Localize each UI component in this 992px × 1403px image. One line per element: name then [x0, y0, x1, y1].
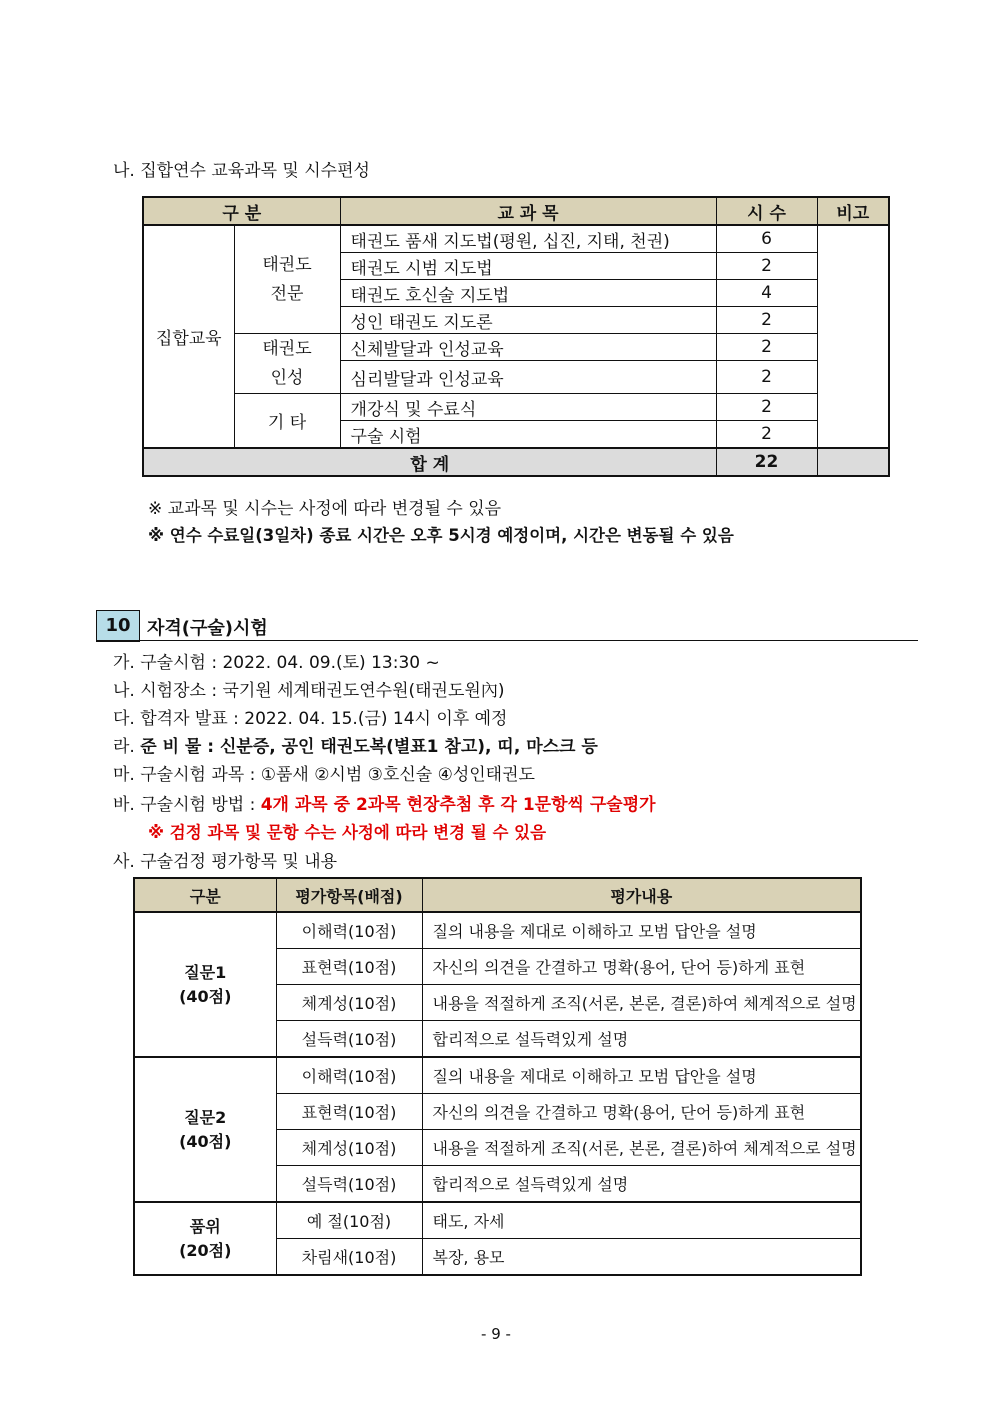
content-cell: 복장, 용모: [422, 1239, 861, 1276]
table-row: [134, 912, 861, 949]
section-title-na: 나. 집합연수 교육과목 및 시수편성: [113, 161, 370, 181]
page-number: - 9 -: [481, 1325, 511, 1343]
section-number-badge: 10: [96, 610, 140, 642]
hours-cell: 2: [716, 307, 817, 334]
group-cell: [134, 1057, 276, 1202]
header-subject: 교 과 목: [340, 197, 716, 225]
group-cell: 집합교육: [143, 225, 234, 448]
content-cell: 내용을 적절하게 조직(서론, 본론, 결론)하여 체계적으로 설명: [422, 1130, 861, 1166]
header-category: 구분: [134, 878, 276, 912]
subject-cell: 태권도 품새 지도법(평원, 십진, 지태, 천권): [340, 225, 716, 253]
content-cell: 합리적으로 설득력있게 설명: [422, 1166, 861, 1203]
group-name: 질문2: [184, 1107, 227, 1127]
subgroup-line: 전문: [270, 283, 304, 304]
item-ba-text: 4개 과목 중 2과목 현장추첨 후 각 1문항씩 구술평가: [260, 795, 656, 815]
header-remark: 비고: [817, 197, 889, 225]
subgroup-line: 태권도: [262, 338, 312, 359]
content-cell: 내용을 적절하게 조직(서론, 본론, 결론)하여 체계적으로 설명: [422, 985, 861, 1021]
hours-cell: 6: [716, 225, 817, 253]
evaluation-table: [133, 877, 862, 1276]
note-2: ※ 연수 수료일(3일차) 종료 시간은 오후 5시경 예정이며, 시간은 변동될 수 있음: [148, 526, 734, 545]
item-ra-text: 준 비 물 : 신분증, 공인 태권도복(별표1 참고), 띠, 마스크 등: [140, 737, 598, 757]
content-cell: 질의 내용을 제대로 이해하고 모범 답안을 설명: [422, 1057, 861, 1094]
item-cell: 예 절(10점): [276, 1202, 422, 1239]
section-rule: [96, 640, 918, 641]
item-da: 다. 합격자 발표 : 2022. 04. 15.(금) 14시 이후 예정: [113, 709, 508, 729]
table-header-row: [143, 197, 889, 225]
item-sa: 사. 구술검정 평가항목 및 내용: [113, 852, 338, 872]
subgroup-line: 태권도: [262, 254, 312, 275]
item-cell: 체계성(10점): [276, 1130, 422, 1166]
hours-cell: 2: [716, 361, 817, 394]
item-ga: 가. 구술시험 : 2022. 04. 09.(토) 13:30 ~: [113, 653, 440, 673]
table-row: [134, 1202, 861, 1239]
total-hours: 22: [716, 448, 817, 476]
item-cell: 표현력(10점): [276, 1094, 422, 1130]
total-row: [143, 448, 889, 476]
total-label: 합 계: [143, 448, 716, 476]
subject-cell: 성인 태권도 지도론: [340, 307, 716, 334]
item-ra: [113, 732, 598, 757]
group-cell: [134, 1202, 276, 1275]
header-hours: 시 수: [716, 197, 817, 225]
group-name: 질문1: [184, 962, 227, 982]
table-row: [143, 225, 889, 253]
item-na: 나. 시험장소 : 국기원 세계태권도연수원(태권도원內): [113, 681, 505, 701]
section-title: 자격(구술)시험: [147, 618, 268, 639]
subject-cell: 신체발달과 인성교육: [340, 334, 716, 361]
content-cell: 태도, 자세: [422, 1202, 861, 1239]
subgroup-cell: [234, 225, 340, 334]
item-cell: 이해력(10점): [276, 912, 422, 949]
hours-cell: 2: [716, 253, 817, 280]
content-cell: 자신의 의견을 간결하고 명확(용어, 단어 등)하게 표현: [422, 1094, 861, 1130]
note-1: ※ 교과목 및 시수는 사정에 따라 변경될 수 있음: [148, 499, 502, 519]
group-points: (40점): [179, 986, 232, 1006]
table-row: [143, 394, 889, 421]
header-content: 평가내용: [422, 878, 861, 912]
content-cell: 자신의 의견을 간결하고 명확(용어, 단어 등)하게 표현: [422, 949, 861, 985]
subgroup-line: 인성: [270, 367, 304, 388]
subgroup-cell: 기 타: [234, 394, 340, 449]
group-cell: [134, 912, 276, 1057]
item-cell: 설득력(10점): [276, 1021, 422, 1058]
table-header-row: [134, 878, 861, 912]
item-cell: 표현력(10점): [276, 949, 422, 985]
item-cell: 이해력(10점): [276, 1057, 422, 1094]
remark-cell: [817, 225, 889, 448]
hours-cell: 2: [716, 421, 817, 449]
header-category: 구 분: [143, 197, 340, 225]
subject-cell: 개강식 및 수료식: [340, 394, 716, 421]
table-row: [143, 334, 889, 361]
item-ma: 마. 구술시험 과목 : ①품새 ②시범 ③호신술 ④성인태권도: [113, 765, 535, 785]
group-points: (40점): [179, 1131, 232, 1151]
item-cell: 설득력(10점): [276, 1166, 422, 1203]
item-ra-prefix: 라.: [113, 737, 141, 757]
content-cell: 합리적으로 설득력있게 설명: [422, 1021, 861, 1058]
group-name: 품위: [189, 1216, 221, 1236]
subgroup-cell: [234, 334, 340, 394]
subject-cell: 구술 시험: [340, 421, 716, 449]
subject-cell: 태권도 시범 지도법: [340, 253, 716, 280]
content-cell: 질의 내용을 제대로 이해하고 모범 답안을 설명: [422, 912, 861, 949]
item-ba: [113, 790, 656, 815]
total-remark: [817, 448, 889, 476]
subject-cell: 태권도 호신술 지도법: [340, 280, 716, 307]
table-row: [134, 1057, 861, 1094]
hours-cell: 2: [716, 334, 817, 361]
item-cell: 체계성(10점): [276, 985, 422, 1021]
curriculum-table: [142, 196, 890, 477]
hours-cell: 4: [716, 280, 817, 307]
item-ba-prefix: 바. 구술시험 방법 :: [113, 795, 261, 815]
hours-cell: 2: [716, 394, 817, 421]
item-ba-note: ※ 검정 과목 및 문항 수는 사정에 따라 변경 될 수 있음: [148, 823, 547, 842]
group-points: (20점): [179, 1240, 232, 1260]
item-cell: 차림새(10점): [276, 1239, 422, 1276]
subject-cell: 심리발달과 인성교육: [340, 361, 716, 394]
header-item: 평가항목(배점): [276, 878, 422, 912]
